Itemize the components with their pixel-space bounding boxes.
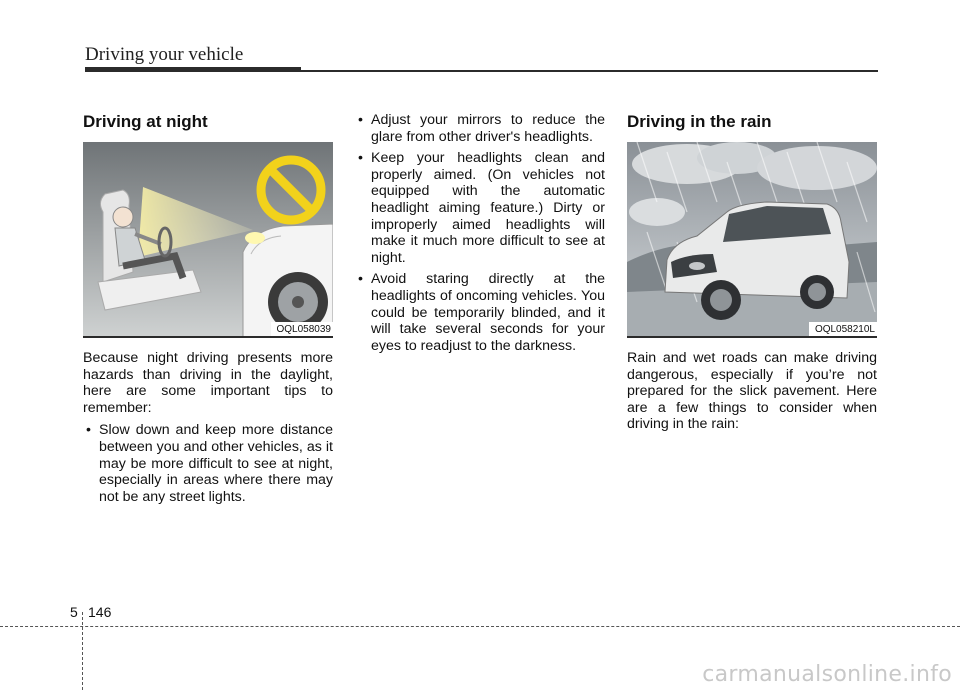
page-number: 146 xyxy=(88,604,112,620)
chapter-number: 5 xyxy=(70,604,78,620)
night-driving-illustration xyxy=(83,142,333,338)
rain-intro: Rain and wet roads can make driving dangerous, especially if you’re not prepared for the slick pavement. Here are a few things to consider when driving in the rain: xyxy=(627,350,877,433)
night-intro: Because night driving presents more hazards than driving in the daylight, here are some important tips to remember: xyxy=(83,350,333,416)
rain-driving-figure xyxy=(627,142,877,338)
column-night xyxy=(83,112,333,510)
rain-heading: Driving in the rain xyxy=(627,112,772,131)
header-rule-thick xyxy=(85,67,301,72)
night-tips-list-part2 xyxy=(355,112,605,354)
header-title: Driving your vehicle xyxy=(85,44,244,65)
night-driving-figure xyxy=(83,142,333,338)
footer-dashed-rule xyxy=(0,626,960,627)
header-rule-thin xyxy=(300,70,878,72)
rain-driving-illustration xyxy=(627,142,877,338)
list-item: • Slow down and keep more distance between you and other vehicles, as it may be more difficult to see at night, especially in areas where there may not be any street lights. xyxy=(83,422,333,505)
column-night-continued xyxy=(355,112,605,359)
column-rain xyxy=(627,112,877,433)
night-figure-code: OQL058039 xyxy=(271,322,334,336)
watermark: carmanualsonline.info xyxy=(702,662,952,687)
list-item: • Keep your headlights clean and properly aimed. (On vehicles not equipped with the automatic headlight aiming feature.) Dirty or improperly aimed headlights will make it much more difficult to see at night. xyxy=(355,150,605,266)
night-tips-list-part1 xyxy=(83,422,333,505)
rain-figure-code: OQL058210L xyxy=(809,322,877,336)
night-heading: Driving at night xyxy=(83,112,208,131)
footer-dashed-divider xyxy=(82,612,83,690)
list-item: • Avoid staring directly at the headlights of oncoming vehicles. You could be temporarily blinded, and it will take several seconds for your eyes to readjust to the darkness. xyxy=(355,271,605,354)
list-item: • Adjust your mirrors to reduce the glare from other driver's headlights. xyxy=(355,112,605,145)
